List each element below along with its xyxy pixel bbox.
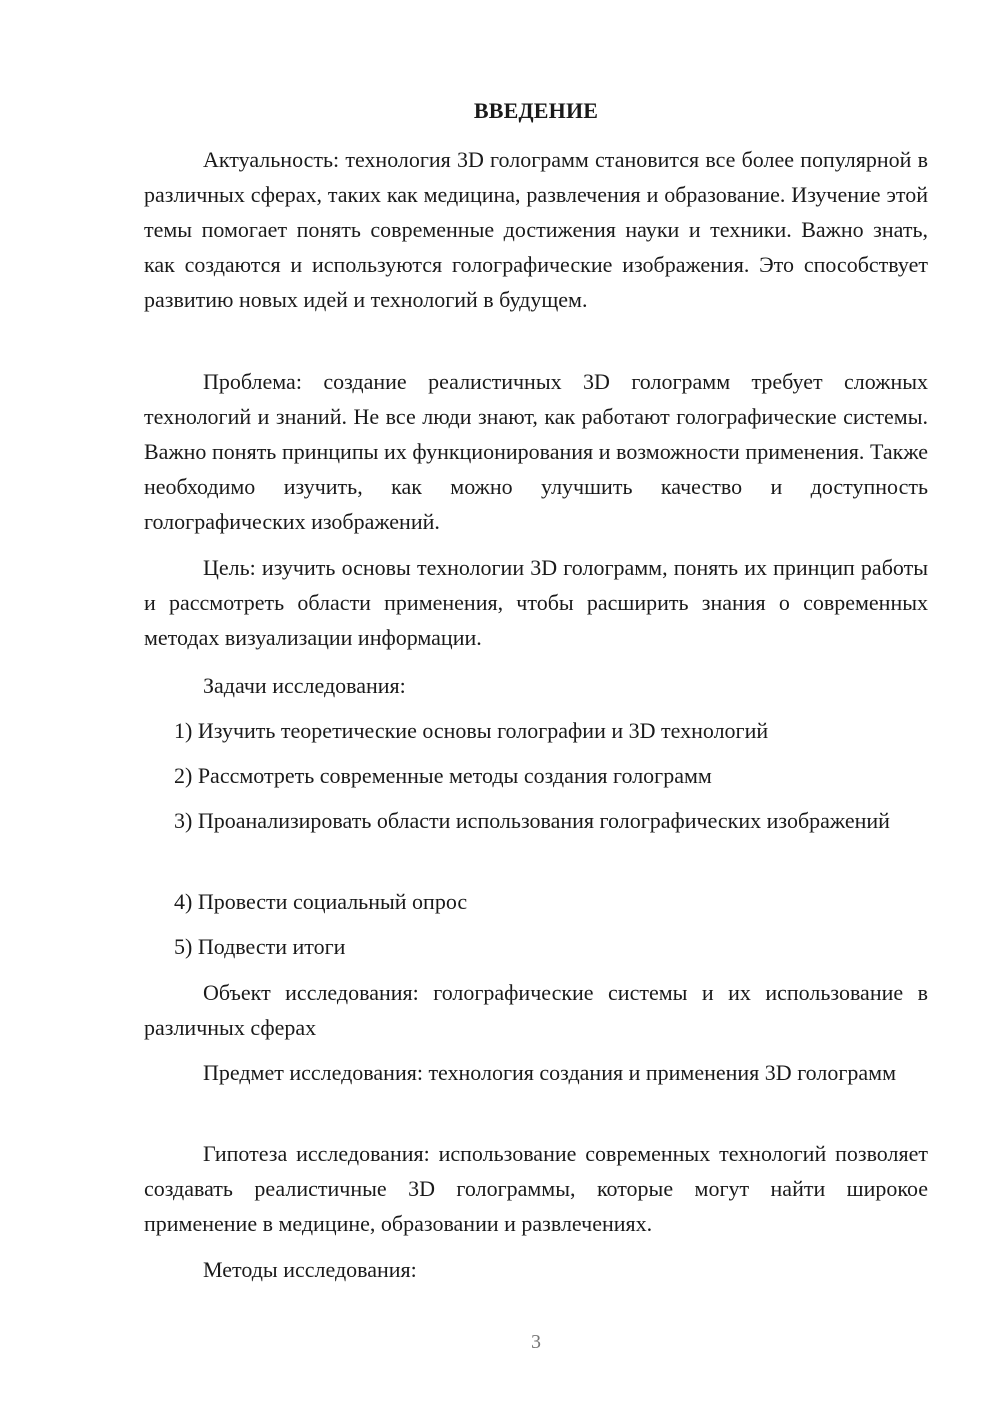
tasks-heading: Задачи исследования: xyxy=(203,673,406,698)
paragraph-hypothesis: Гипотеза исследования: использование современных технологий позволяет создавать реалистичные 3D голограммы, которые могут найти широкое применение в медицине, образовании и развлечениях. xyxy=(144,1141,928,1236)
task-item: 4) Провести социальный опрос xyxy=(174,889,468,914)
task-item: 5) Подвести итоги xyxy=(174,934,346,959)
paragraph-subject: Предмет исследования: технология создания и применения 3D голограмм xyxy=(203,1060,896,1085)
page-number: 3 xyxy=(531,1331,541,1353)
page-title: ВВЕДЕНИЕ xyxy=(473,98,599,123)
methods-heading: Методы исследования: xyxy=(203,1257,417,1282)
task-item: 3) Проанализировать области использования голографических изображений xyxy=(174,808,890,833)
paragraph-relevance: Актуальность: технология 3D голограмм становится все более популярной в различных сферах, таких как медицина, развлечения и образование. Изучение этой темы помогает понять современные достижения науки и техники. Важно знать, как создаются и используются голографические изображения. Это способствует развитию новых идей и технологий в будущем. xyxy=(144,147,928,312)
task-item: 2) Рассмотреть современные методы создания голограмм xyxy=(174,763,712,788)
paragraph-object: Объект исследования: голографические системы и их использование в различных сферах xyxy=(144,980,928,1040)
paragraph-goal: Цель: изучить основы технологии 3D голограмм, понять их принцип работы и рассмотреть области применения, чтобы расширить знания о современных методах визуализации информации. xyxy=(144,555,928,650)
paragraph-problem: Проблема: создание реалистичных 3D голограмм требует сложных технологий и знаний. Не все люди знают, как работают голографические системы. Важно понять принципы их функционирования и возможности применения. Также необходимо изучить, как можно улучшить качество и доступность голографических изображений. xyxy=(144,369,928,534)
document-page xyxy=(144,0,928,1414)
task-item: 1) Изучить теоретические основы голографии и 3D технологий xyxy=(174,718,769,743)
